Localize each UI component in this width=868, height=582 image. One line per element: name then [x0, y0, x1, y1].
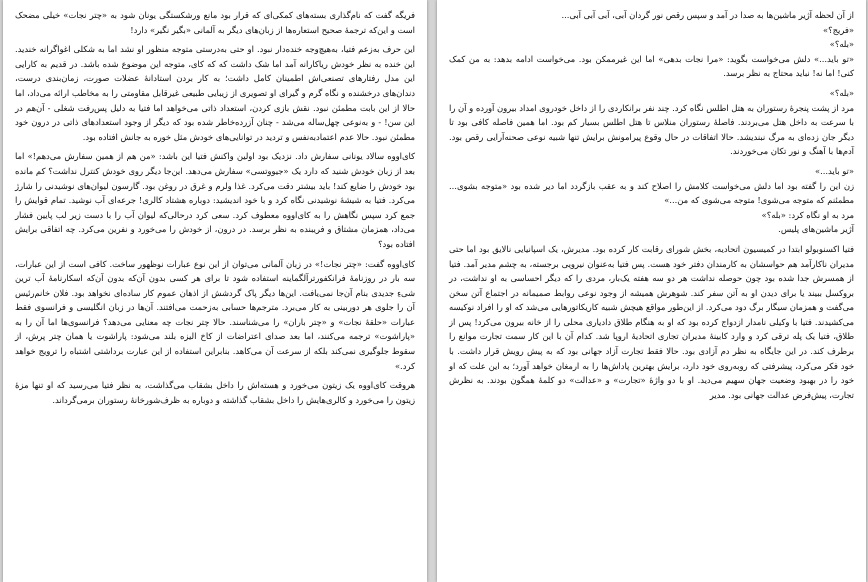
paragraph: «تو باید...» دلش می‌خواست بگوید: «مرا نجات بدهی» اما این غیرممکن بود. می‌خواست ادامه بدهد: به من کمک کنی! اما نه! نباید محتاج به نظر برسد.: [449, 53, 854, 79]
right-page: [437, 0, 866, 582]
paragraph: این حرف به‌زعم فتیا، به‌هیچ‌وجه خنده‌دار نبود. او حتی به‌درستی متوجه منظور او نشد اما به شکلی اغواگرانه خندید. این خنده به نظر خودش ریاکارانه آمد اما شک داشت که که کای، متوجه این موضوع شده باشد. در قدیم به کارایی این مدل رفتارهای تصنعی‌اش اطمینان کامل داشت؛ به کار بردن استادانهٔ عضلات صورت، زمان‌بندی درست، دندان‌های درخشنده و نگاه گرم و گیرای او تصویری از زیبایی طبیعی غیرقابل مقاومتی را به مخاطب ارائه می‌داد، اما حالا از این بابت مطمئن نبود. نقش بازی کردن، استعداد ذاتی می‌خواهد اما فتیا به دلیل پس‌رفت شغلی - آن‌هم در این سن! - و به‌نوعی چهل‌ساله می‌شد - چنان آزرده‌خاطر شده بود که دیگر از وجود استعدادهای ذاتی در درون خود مطمئن نبود. حالا عدم اعتمادبه‌نفس و تردید در توانایی‌های خودش مثل خوره به جانش افتاده بود.: [15, 44, 415, 142]
paragraph: «بله؟»: [829, 87, 854, 98]
paragraph: «فریج؟»: [823, 24, 854, 35]
paragraph: مرد به او نگاه کرد: «بله؟»: [761, 209, 854, 220]
left-page-text: [15, 8, 415, 407]
paragraph: آژیر ماشین‌های پلیس.: [778, 224, 854, 235]
paragraph: زن این را گفته بود اما دلش می‌خواست کلامش را اصلاح کند و به عقب بازگردد اما دیر شده بود «متوجه بشوی... مطمئنم که متوجه می‌شوی! متوجه می‌شوی که من...»: [449, 180, 854, 206]
paragraph: «تو باید...»: [814, 165, 854, 176]
right-page-text: [449, 8, 854, 402]
paragraph: هروقت کای‌اووه یک زیتون می‌خورد و هسته‌اش را داخل بشقاب می‌گذاشت، به نظر فتیا می‌رسید که او تنها مزهٔ زیتون را می‌خورد و کالری‌هایش را داخل بشقاب گذاشته و دوباره به ظرف‌شورخانهٔ رستوران برمی‌گرداند.: [15, 380, 415, 405]
paragraph: «بله؟»: [829, 39, 854, 50]
paragraph: مرد از پشت پنجرهٔ رستوران به هتل اطلس نگاه کرد. چند نفر برانکاردی را از داخل خودروی امداد بیرون آورده و آن را با سرعت به داخل هتل می‌بردند. فاصلهٔ رستوران منلاس تا هتل اطلس بسیار کم بود. اما همین فاصله کافی بود تا دیگر جان زده‌ای به مرگ نبندیشد. حالا اتفاقات در حال وقوع پیرامونش برایش تنها شبیه نوعی صحنه‌آرایی رقص بود. آدم‌ها با آهنگ و نور تکان می‌خوردند.: [449, 102, 854, 157]
paragraph: فریگه گفت که نام‌گذاری بسته‌های کمکی‌ای که قرار بود مانع ورشکستگی یونان شود به «چتر نجات» خیلی مضحک است و این‌که ترجمهٔ صحیح استعاره‌ها از زبان‌های دیگر به آلمانی «بگیر نگیر» دارد!: [15, 10, 415, 35]
paragraph: فتیا اکسنوبولو ابتدا در کمیسیون اتحادیه، بخش شورای رقابت کار کرده بود. مدیرش، یک اسپانیایی نالایق بود اما حتی مدیران ناکارآمد هم حواسشان به کارمندان دفتر خود هست. پس فتیا به‌عنوان نیرویی برجسته، به چشم مدیر آمد. فتیا از همسرش جدا شده بود چون حوصله نداشت هر دو سه هفته یک‌بار، مردی را که دیگر احساسی به او نداشت، در بروکسل ببیند یا برای دیدن او به آتن سفر کند. شوهرش همیشه از وجود نوعی روابط صمیمانه در اجتماع آتن سخن می‌گفت و همزمان سیگار برگ دود می‌کرد. از این‌طور مواقع هیچش شبیه کاریکاتورهایی می‌شد که او را افراد نوکیسه می‌کشیدند. فتیا با وکیلی نامدار ازدواج کرده بود که او به هنگام طلاق دادیاری محلی را از خانه بیرون می‌کرد! پس از طلاق، فتیا یک پله ترقی کرد و وارد کابینهٔ مدیران تجاری اتحادیهٔ اروپا شد. کدام آن با این کار سمت تجارت موانع را برطرف کند. در این جایگاه به نظر دم آزادی بود. حالا فقط تجارت آزاد جهانی بود که به پیش رویش قرار داشت. با خود فکر می‌کرد، پیشرفتی که روبه‌روی خود دارد، برایش بهترین پاداش‌ها را به ارمغان خواهد آورد؛ به این علت که او خود را در بهبود وضعیت جهان سهیم می‌دید. او با دو واژهٔ «تجارت» و «عدالت» دو کلمهٔ همگون بودند. به نظرش تجارت، پیش‌فرض عدالت جهانی بود. مدیر: [449, 243, 854, 400]
left-page: [3, 0, 427, 582]
paragraph: کای‌اووه گفت: «چتر نجات!» در زبان آلمانی می‌توان از این نوع عبارات نوظهور ساخت. کافی است از این عبارات، سه بار در روزنامهٔ فرانکفورترآلگماینه استفاده شود تا برای هر کسی بدون آن‌که بدون آن‌که اسکارنامهٔ آب ترین شیءِ جدیدی بنام آن‌جا نمی‌یافت. این‌ها دیگر پاک گردشش از اذهان عموم کار ساده‌ای نخواهد بود. فلان خانم‌رئیس آن را جلوی هر دوربینی به کار می‌برد. مترجم‌ها حسابی به‌زحمت می‌افتند. آن‌ها در زبان انگلیسی و فرانسوی فقط عبارات «حلقهٔ نجات» و «چتر باران» را می‌شناسند. حالا چتر نجات چه معنایی می‌دهد؟ فرانسوی‌ها اما آن را به «پاراشوت» ترجمه می‌کنند، اما بعد صدای اعتراضات از کاخ الیزه بلند می‌شود: پاراشوت یا همان چتر پرش، از سقوط جلوگیری نمی‌کند بلکه از سرعت آن می‌کاهد. بنابراین استفاده از این عبارت برداشتی اشتباه را ترویج خواهد کرد.»: [15, 258, 415, 371]
paragraph: از آن لحظه آژیر ماشین‌ها به صدا در آمد و سپس رقص نور گردان آبی، آبی آبی آبی...: [561, 10, 854, 20]
paragraph: کای‌اووه سالاد یونانی سفارش داد. نزدیک بود اولین واکنش فتیا این باشد: «من هم از همین سفارش می‌دهم!» اما بعد از زبان خودش شنید که دارد یک «جیووتسی» سفارش می‌دهد. این‌جا دیگر روی خودش کنترل نداشت؟ کم مانده بود خودش را ضایع کند! باید بیشتر دقت می‌کرد. غذا ولرم و غرق در روغن بود. گارسون لیوان‌های نوشیدنی را شارژ می‌کرد. فتیا به شیشهٔ نوشیدنی نگاه کرد و با خود اندیشید: دوباره هشتاد کالری! جرعه‌ای آب نوشید. تمام قوایش را جمع کرد سپس نگاهش را به کای‌اووه معطوف کرد. سعی کرد درحالی‌که لیوان آب را با دست زیر لب پایین فشار می‌داد، همزمان مشتاق و فریبنده به نظر برسد. در درون، از خودش را می‌خورد و نفرین می‌کرد. چه اتفاقی برایش افتاده بود؟: [15, 151, 415, 249]
